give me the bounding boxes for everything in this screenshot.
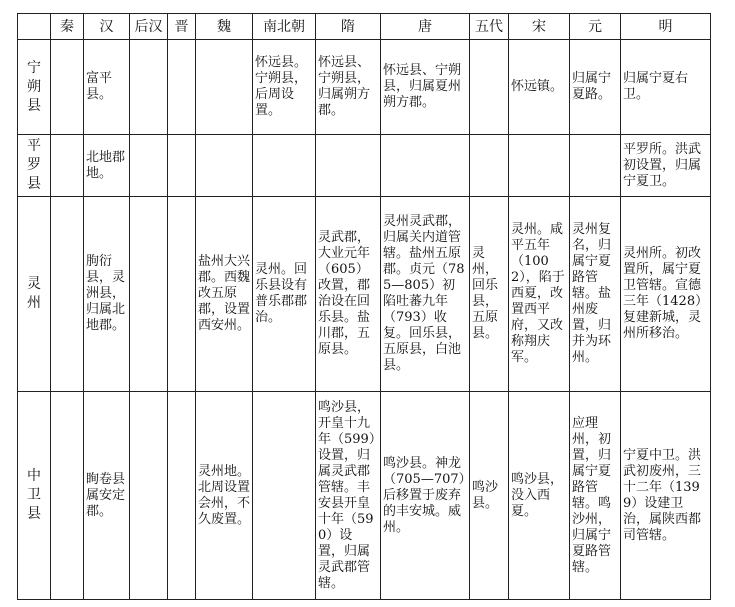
table-row xyxy=(18,40,711,135)
table-cell xyxy=(509,135,570,197)
table-cell: 灵州。回乐县设有普乐郡郡治。 xyxy=(253,197,316,392)
table-row xyxy=(18,197,711,392)
table-cell: 朐衍县，灵洲县，归属北地郡。 xyxy=(84,197,130,392)
table-cell: 归属宁夏路。 xyxy=(570,40,621,135)
table-cell xyxy=(130,392,168,600)
county-name: 灵州 xyxy=(18,197,51,392)
table-cell xyxy=(253,135,316,197)
table-cell xyxy=(470,40,509,135)
table-cell: 宁夏中卫。洪武初废州，三十二年（1399）设建卫治，属陕西都司管辖。 xyxy=(621,392,711,600)
header-cell: 秦 xyxy=(51,14,84,40)
table-cell: 灵州地。北周设置会州，不久废置。 xyxy=(196,392,253,600)
table-cell xyxy=(51,197,84,392)
table-row xyxy=(18,392,711,600)
county-name: 宁朔县 xyxy=(18,40,51,135)
history-table xyxy=(17,13,711,600)
table-cell xyxy=(168,135,196,197)
table-cell: 怀远县、宁朔县，归属夏州朔方郡。 xyxy=(381,40,470,135)
table-cell xyxy=(168,392,196,600)
table-cell xyxy=(51,40,84,135)
table-cell: 怀远县、宁朔县，归属朔方郡。 xyxy=(316,40,381,135)
header-cell: 唐 xyxy=(381,14,470,40)
table-cell: 归属宁夏右卫。 xyxy=(621,40,711,135)
header-cell: 明 xyxy=(621,14,711,40)
table-cell xyxy=(130,40,168,135)
table-row xyxy=(18,135,711,197)
county-name: 平罗县 xyxy=(18,135,51,197)
table-cell xyxy=(196,40,253,135)
header-cell: 后汉 xyxy=(130,14,168,40)
table-cell: 眴卷县属安定郡。 xyxy=(84,392,130,600)
table-cell xyxy=(51,392,84,600)
header-cell: 隋 xyxy=(316,14,381,40)
county-name: 中卫县 xyxy=(18,392,51,600)
header-row xyxy=(18,14,711,40)
header-cell: 汉 xyxy=(84,14,130,40)
table-cell: 灵州复名，归属宁夏路管辖。盐州废置，归并为环州。 xyxy=(570,197,621,392)
header-cell: 五代 xyxy=(470,14,509,40)
header-cell: 晋 xyxy=(168,14,196,40)
table-cell: 鸣沙县。神龙（705—707）后移置于废弃的丰安城。威州。 xyxy=(381,392,470,600)
table-cell xyxy=(316,135,381,197)
table-cell: 盐州大兴郡。西魏改五原郡，设置西安州。 xyxy=(196,197,253,392)
table-cell: 鸣沙县。 xyxy=(470,392,509,600)
header-cell: 宋 xyxy=(509,14,570,40)
table-cell xyxy=(196,135,253,197)
table-cell: 北地郡地。 xyxy=(84,135,130,197)
table-cell xyxy=(253,392,316,600)
table-cell: 怀远镇。 xyxy=(509,40,570,135)
header-cell: 元 xyxy=(570,14,621,40)
table-cell: 应理州，初置，归属宁夏路管辖。鸣沙州，归属宁夏路管辖。 xyxy=(570,392,621,600)
table-cell: 富平县。 xyxy=(84,40,130,135)
table-cell: 灵州所。初改置所，属宁夏卫管辖。宣德三年（1428）复建新城，灵州所移治。 xyxy=(621,197,711,392)
header-cell xyxy=(18,14,51,40)
table-cell xyxy=(470,135,509,197)
table-cell xyxy=(168,40,196,135)
table-cell: 灵州。咸平五年（1002），陷于西夏，改置西平府，又改称翔庆军。 xyxy=(509,197,570,392)
header-cell: 南北朝 xyxy=(253,14,316,40)
table-cell xyxy=(381,135,470,197)
table-cell: 鸣沙县，开皇十九年（599）设置，归属灵武郡管辖。丰安县开皇十年（590）设置，归属灵武郡管辖。 xyxy=(316,392,381,600)
table-cell xyxy=(51,135,84,197)
table-cell: 灵州，回乐县，五原县。 xyxy=(470,197,509,392)
table-cell: 灵武郡，大业元年（605）改置，郡治设在回乐县。盐川郡，五原县。 xyxy=(316,197,381,392)
table-cell xyxy=(168,197,196,392)
table-cell xyxy=(570,135,621,197)
table-cell xyxy=(130,135,168,197)
table-cell xyxy=(130,197,168,392)
table-cell: 灵州灵武郡，归属关内道管辖。盐州五原郡。贞元（785—805）初陷吐蕃九年（793）收复。回乐县，五原县，白池县。 xyxy=(381,197,470,392)
header-cell: 魏 xyxy=(196,14,253,40)
table-cell: 怀远县。宁朔县，后周设置。 xyxy=(253,40,316,135)
table-cell: 平罗所。洪武初设置，归属宁夏卫。 xyxy=(621,135,711,197)
table-cell: 鸣沙县，没入西夏。 xyxy=(509,392,570,600)
